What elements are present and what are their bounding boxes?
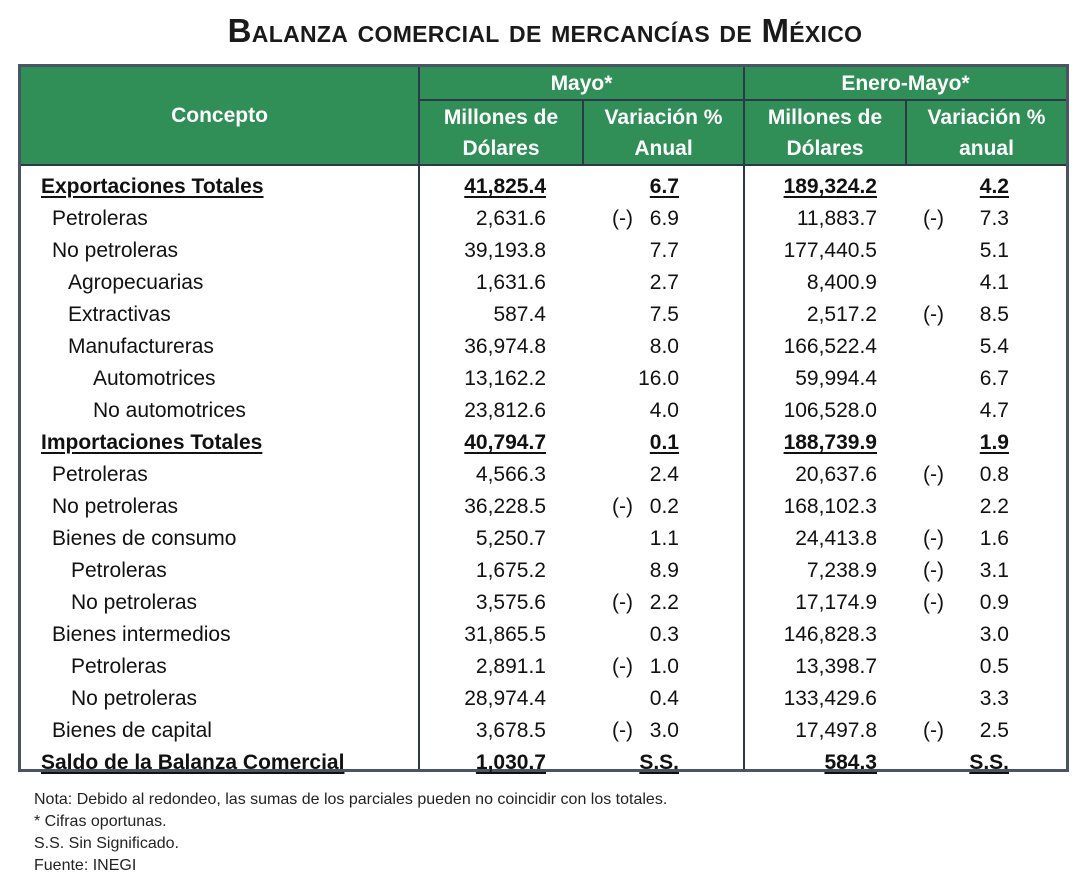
mayo-millones: 3,575.6: [475, 591, 546, 614]
mayo-millones: 587.4: [493, 303, 546, 326]
header-ytd-millones-line2: Dólares: [786, 136, 864, 160]
mayo-millones: 39,193.8: [464, 239, 546, 262]
mayo-millones: 23,812.6: [464, 399, 546, 422]
ytd-variacion: 2.2: [979, 495, 1009, 518]
mayo-variacion: 1.1: [649, 527, 679, 550]
header-ytd-variacion-line2: anual: [959, 136, 1014, 160]
mayo-variacion: 2.2: [649, 591, 679, 614]
ytd-millones: 168,102.3: [783, 495, 877, 518]
mayo-millones: 36,228.5: [464, 495, 546, 518]
table-row: [21, 267, 1066, 299]
note-ss: S.S. Sin Significado.: [34, 835, 179, 852]
ytd-millones: 7,238.9: [806, 559, 877, 582]
ytd-millones: 8,400.9: [806, 271, 877, 294]
mayo-variacion: 8.0: [649, 335, 679, 358]
row-label: No petroleras: [52, 239, 179, 262]
trade-balance-table: [18, 64, 1069, 772]
ytd-variacion: 7.3: [979, 207, 1009, 230]
mayo-millones: 2,631.6: [475, 207, 546, 230]
ytd-negative-mark: (-): [923, 207, 944, 230]
table-row: [21, 683, 1066, 715]
divider-header-body: [21, 164, 1066, 166]
mayo-millones: 5,250.7: [475, 527, 546, 550]
row-label: Agropecuarias: [68, 271, 204, 294]
ytd-millones: 17,174.9: [795, 591, 877, 614]
row-label: Petroleras: [71, 655, 167, 678]
header-mayo-variacion-line1: Variación %: [604, 105, 723, 129]
row-label: No petroleras: [71, 687, 198, 710]
mayo-variacion: 3.0: [649, 719, 679, 742]
ytd-millones: 133,429.6: [783, 687, 877, 710]
table-row: [21, 395, 1066, 427]
row-label: Automotrices: [93, 367, 216, 390]
row-label: Petroleras: [52, 207, 148, 230]
ytd-variacion: 8.5: [979, 303, 1009, 326]
ytd-millones: 188,739.9: [783, 431, 877, 454]
ytd-millones: 177,440.5: [783, 239, 877, 262]
mayo-variacion: 7.5: [649, 303, 679, 326]
ytd-variacion: 4.2: [979, 175, 1009, 198]
table-row: [21, 203, 1066, 235]
table-row: [21, 171, 1066, 203]
table-row: [21, 235, 1066, 267]
ytd-millones: 584.3: [824, 751, 877, 774]
mayo-negative-mark: (-): [612, 719, 633, 742]
divider-header-sub: [418, 99, 1066, 101]
note-fuente: Fuente: INEGI: [34, 857, 137, 874]
ytd-negative-mark: (-): [923, 527, 944, 550]
table-row: [21, 587, 1066, 619]
row-label: Bienes de consumo: [52, 527, 237, 550]
ytd-variacion: 6.7: [979, 367, 1009, 390]
mayo-millones: 1,631.6: [475, 271, 546, 294]
divider-ytd-sub: [905, 101, 907, 164]
ytd-negative-mark: (-): [923, 591, 944, 614]
mayo-variacion: 2.4: [649, 463, 679, 486]
ytd-negative-mark: (-): [923, 719, 944, 742]
mayo-millones: 1,675.2: [475, 559, 546, 582]
ytd-variacion: 4.1: [979, 271, 1009, 294]
ytd-variacion: 5.4: [979, 335, 1009, 358]
row-label: Extractivas: [68, 303, 171, 326]
table-row: [21, 363, 1066, 395]
mayo-millones: 31,865.5: [464, 623, 546, 646]
mayo-negative-mark: (-): [612, 591, 633, 614]
footnotes: [34, 789, 667, 877]
header-concepto: Concepto: [171, 104, 268, 127]
row-label: Exportaciones Totales: [41, 175, 264, 198]
mayo-variacion: 6.9: [649, 207, 679, 230]
mayo-millones: 28,974.4: [464, 687, 546, 710]
mayo-millones: 1,030.7: [475, 751, 546, 774]
ytd-millones: 189,324.2: [783, 175, 877, 198]
row-label: Importaciones Totales: [41, 431, 263, 454]
ytd-millones: 24,413.8: [795, 527, 877, 550]
table-row: [21, 619, 1066, 651]
header-mayo-millones-line2: Dólares: [462, 136, 540, 160]
header-ytd-variacion: [907, 101, 1066, 164]
ytd-variacion: S.S.: [969, 751, 1009, 774]
row-label: Petroleras: [52, 463, 148, 486]
ytd-millones: 17,497.8: [795, 719, 877, 742]
mayo-variacion: 8.9: [649, 559, 679, 582]
note-cifras: * Cifras oportunas.: [34, 813, 167, 830]
table-row: [21, 331, 1066, 363]
ytd-variacion: 1.6: [979, 527, 1009, 550]
header-mayo-variacion-line2: Anual: [634, 136, 693, 160]
mayo-variacion: 1.0: [649, 655, 679, 678]
ytd-millones: 106,528.0: [783, 399, 877, 422]
mayo-variacion: 7.7: [649, 239, 679, 262]
row-label: Bienes de capital: [52, 719, 212, 742]
table-row: [21, 491, 1066, 523]
row-label: No petroleras: [52, 495, 179, 518]
ytd-millones: 2,517.2: [806, 303, 877, 326]
mayo-variacion: 0.2: [649, 495, 679, 518]
mayo-negative-mark: (-): [612, 207, 633, 230]
ytd-negative-mark: (-): [923, 303, 944, 326]
ytd-negative-mark: (-): [923, 559, 944, 582]
mayo-millones: 2,891.1: [475, 655, 546, 678]
mayo-variacion: S.S.: [639, 751, 679, 774]
row-label: No automotrices: [93, 399, 246, 422]
row-label: Bienes intermedios: [52, 623, 231, 646]
note-redondeo: Nota: Debido al redondeo, las sumas de los parciales pueden no coincidir con los totales.: [34, 791, 668, 808]
ytd-millones: 20,637.6: [795, 463, 877, 486]
table-row: [21, 427, 1066, 459]
table-header: [21, 67, 1066, 164]
ytd-variacion: 3.3: [979, 687, 1009, 710]
table-row: [21, 555, 1066, 587]
mayo-millones: 3,678.5: [475, 719, 546, 742]
mayo-negative-mark: (-): [612, 655, 633, 678]
mayo-variacion: 6.7: [649, 175, 679, 198]
ytd-millones: 146,828.3: [783, 623, 877, 646]
row-label: Manufactureras: [68, 335, 214, 358]
ytd-variacion: 4.7: [979, 399, 1009, 422]
mayo-variacion: 0.4: [649, 687, 679, 710]
table-row: [21, 715, 1066, 747]
ytd-variacion: 2.5: [979, 719, 1009, 742]
row-label: Petroleras: [71, 559, 167, 582]
ytd-variacion: 3.0: [979, 623, 1009, 646]
row-label: No petroleras: [71, 591, 198, 614]
ytd-millones: 166,522.4: [783, 335, 877, 358]
ytd-variacion: 1.9: [979, 431, 1009, 454]
header-period-mayo: Mayo*: [550, 71, 613, 95]
mayo-variacion: 0.3: [649, 623, 679, 646]
header-period-enero-mayo: Enero-Mayo*: [841, 71, 970, 95]
header-mayo-millones: [420, 101, 582, 164]
page-title: Balanza comercial de mercancías de México: [227, 12, 863, 49]
table-row: [21, 747, 1066, 779]
ytd-variacion: 5.1: [979, 239, 1009, 262]
row-label: Saldo de la Balanza Comercial: [41, 751, 345, 774]
ytd-millones: 59,994.4: [795, 367, 877, 390]
mayo-millones: 40,794.7: [464, 431, 546, 454]
header-ytd-millones: [745, 101, 905, 164]
mayo-negative-mark: (-): [612, 495, 633, 518]
header-mayo-variacion: [584, 101, 743, 164]
table-row: [21, 651, 1066, 683]
ytd-millones: 13,398.7: [795, 655, 877, 678]
ytd-negative-mark: (-): [923, 463, 944, 486]
table-row: [21, 523, 1066, 555]
divider-mayo-sub: [582, 101, 584, 164]
mayo-millones: 41,825.4: [464, 175, 546, 198]
mayo-millones: 4,566.3: [475, 463, 546, 486]
ytd-variacion: 0.8: [979, 463, 1009, 486]
mayo-variacion: 4.0: [649, 399, 679, 422]
mayo-millones: 36,974.8: [464, 335, 546, 358]
mayo-variacion: 2.7: [649, 271, 679, 294]
table-row: [21, 299, 1066, 331]
header-mayo-millones-line1: Millones de: [443, 105, 559, 129]
ytd-variacion: 0.5: [979, 655, 1009, 678]
table-row: [21, 459, 1066, 491]
mayo-variacion: 0.1: [649, 431, 679, 454]
mayo-variacion: 16.0: [638, 367, 679, 390]
ytd-variacion: 3.1: [979, 559, 1009, 582]
ytd-variacion: 0.9: [979, 591, 1009, 614]
header-ytd-variacion-line1: Variación %: [927, 105, 1046, 129]
mayo-millones: 13,162.2: [464, 367, 546, 390]
header-ytd-millones-line1: Millones de: [767, 105, 883, 129]
ytd-millones: 11,883.7: [796, 207, 877, 230]
